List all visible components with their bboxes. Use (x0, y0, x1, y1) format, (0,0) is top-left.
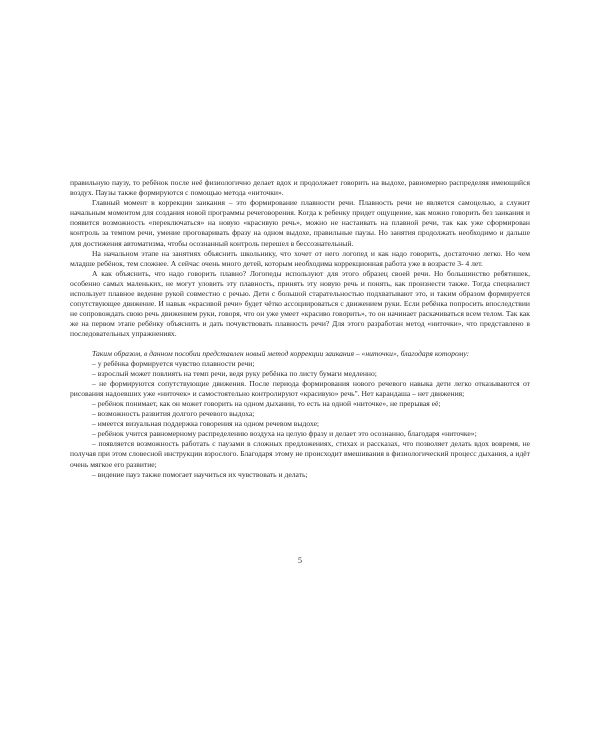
body-text (70, 178, 530, 480)
section-spacer (70, 340, 530, 349)
paragraph-3: На начальном этапе на занятиях объяснить школьнику, что хочет от него логопед и как надо говорить, достаточно легко. Но чем младше ребёнок, тем сложнее. А сейчас очень много детей, которым необходима коррекционная работа уже в возрасте 3- 4 лет. (70, 248, 530, 268)
list-item: – не формируются сопутствующие движения. После периода формирования нового речевого навыка дети легко отказываются от рисования надоевших уже «ниточек» и самостоятельно контролируют «красивую» речь". Нет карандаша – нет движения; (70, 378, 530, 398)
list-item: – взрослый может повлиять на темп речи, ведя руку ребёнка по листу бумаги медленно; (92, 368, 377, 378)
list-item: – ребёнок учится равномерному распределению воздуха на целую фразу и делает это осознанно, благодаря «ниточке»; (92, 429, 477, 439)
list-item: – появляется возможность работать с паузами в сложных предложениях, стихах и рассказах, что позволяет делать вдох вовремя, не получая при этом словесной инструкции взрослого. Благодаря этому не происходит вмешивания в физиологический процесс дыхания, а идёт очень мягкое его развитие; (70, 439, 530, 469)
list-item: – имеется визуальная поддержка говорения на одном речевом выдохе; (92, 419, 320, 429)
page-number: 5 (298, 556, 302, 565)
paragraph-2: Главный момент в коррекции заикания – это формирование плавности речи. Плавность речи не является самоцелью, а служит начальным моментом для создания новой программы речеговорения. Когда к ребенку придет ощущение, как можно говорить без заикания и появится возможность «переключаться» на новую «красивую речь», можно не настаивать на плавной речи, так как уже сформирован контроль за темпом речи, умение проговаривать фразу на одном выдохе, правильные паузы. Но занятия продолжать необходимо и дальше для достижения автоматизма, чтобы осознанный контроль перешел в бессознательный. (70, 198, 530, 248)
list-item: – у ребёнка формируется чувство плавности речи; (92, 358, 255, 368)
list-item: – возможность развития долгого речевого выдоха; (92, 409, 255, 419)
list-intro: Таким образом, в данном пособии представлен новый метод коррекции заикания – «ниточки», благодаря которому: (92, 348, 470, 358)
paragraph-1: правильную паузу, то ребёнок после неё физиологично делает вдох и продолжает говорить на выдохе, равномерно распределяя имеющийся воздух. Паузы также формируются с помощью метода «ниточки». (70, 178, 530, 198)
paragraph-4: А как объяснить, что надо говорить плавно? Логопеды используют для этого образец своей речи. Но большинство ребятишек, особенно самых маленьких, не могут уловить эту плавность, принять эту новую речь и понять, как произнести также. Тогда специалист использует плавное ведение рукой совместно с речью. Дети с большой старательностью подхватывают это, и таким образом формируется сопутствующее движение. И навык «красивой речи» будет чётко ассоциироваться с движением руки. Если ребёнка попросить впоследствии не сопровождать свою речь движением руки, говоря, что он уже умеет «красиво говорить», то он начинает раскачиваться всем телом. Так как же на первом этапе ребёнку объяснить и дать почувствовать плавность речи? Для этого разработан метод «ниточки», что представлено в последовательных упражнениях. (70, 268, 530, 339)
list-item: – ребёнок понимает, как он может говорить на одном дыхании, то есть на одной «ниточке», не прерывая её; (92, 398, 441, 408)
list-item: – видение пауз также помогает научиться их чувствовать и делать; (92, 469, 308, 479)
